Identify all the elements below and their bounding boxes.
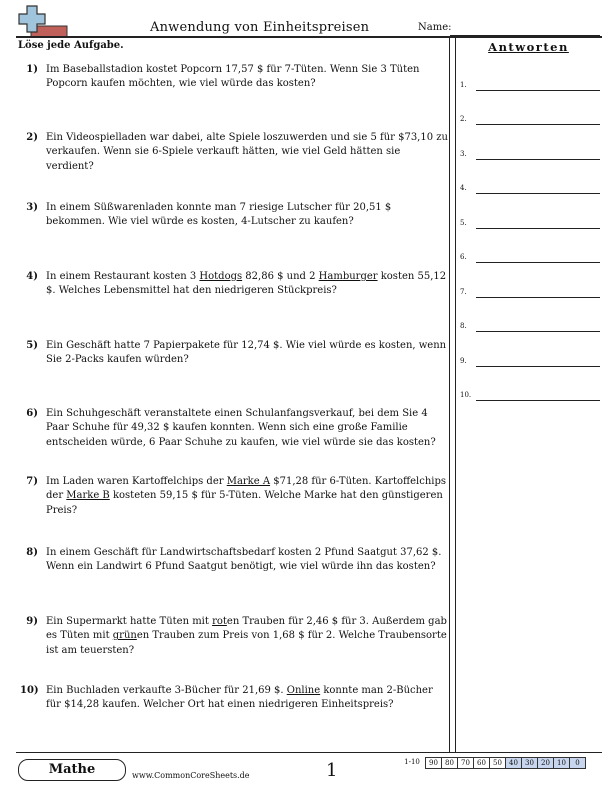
question-text: Im Laden waren Kartoffelchips der Marke A $71,28 für 6-Tüten. Kartoffelchips der Marke B kosteten 59,15 $ für 5-Tüten. Welche Marke hat den günstigeren Preis? [46,476,446,516]
score-cell: 30 [521,757,538,769]
answer-row [460,182,600,196]
answer-row [460,217,600,231]
question-text: Ein Buchladen verkaufte 3-Bücher für 21,69 $. Online konnte man 2-Bücher für $14,28 kaufen. Welcher Ort hat einen niedrigeren Einheitspreis? [46,685,433,711]
answer-row [460,320,600,334]
question-text: In einem Süßwarenladen konnte man 7 riesige Lutscher für 20,51 $ bekommen. Wie viel würde es kosten, 4-Lutscher zu kaufen? [46,202,392,228]
answer-row [460,251,600,265]
answer-row [460,389,600,403]
answer-row [460,113,600,127]
question-number: 9) [26,616,38,627]
answer-number: 5. [460,219,467,227]
answer-number: 8. [460,322,467,330]
header-divider [16,36,602,38]
answer-field[interactable] [476,159,600,160]
answer-number: 1. [460,81,467,89]
question-number: 1) [26,64,38,75]
answers-title: Antworten [488,40,569,54]
question-text: Ein Videospielladen war dabei, alte Spiele loszuwerden und sie 5 für $73,10 zu verkaufen. Wenn sie 6-Spiele verkauft hätten, wie viel Geld hätten sie verdient? [46,132,448,172]
score-cell: 50 [489,757,506,769]
answer-number: 4. [460,184,467,192]
question-number: 2) [26,132,38,143]
score-cell: 60 [473,757,490,769]
plus-logo-icon [17,4,69,38]
question-number: 8) [26,547,38,558]
score-cell: 10 [553,757,570,769]
answer-row [460,286,600,300]
question-text: In einem Geschäft für Landwirtschaftsbedarf kosten 2 Pfund Saatgut 37,62 $. Wenn ein Landwirt 6 Pfund Saatgut benötigt, wie viel würde ihn das kosten? [46,547,442,573]
question-text: Ein Geschäft hatte 7 Papierpakete für 12,74 $. Wie viel würde es kosten, wenn Sie 2-Packs kaufen würden? [46,340,447,366]
answer-field[interactable] [476,400,600,401]
score-cell: 90 [425,757,442,769]
answer-number: 7. [460,288,467,296]
answer-field[interactable] [476,228,600,229]
question-number: 3) [26,202,38,213]
answer-field[interactable] [476,366,600,367]
page-number: 1 [326,760,338,781]
subject-badge: Mathe [18,759,126,781]
answer-row [460,355,600,369]
site-url: www.CommonCoreSheets.de [132,771,250,780]
column-divider [455,37,456,752]
score-cell: 0 [569,757,586,769]
answer-number: 2. [460,115,467,123]
score-label: 1-10 [404,758,420,766]
question-number: 4) [26,271,38,282]
question-number: 10) [20,685,39,696]
question-text: Ein Supermarkt hatte Tüten mit roten Trauben für 2,46 $ für 3. Außerdem gab es Tüten mit grünen Trauben zum Preis von 1,68 $ für 2. Welche Traubensorte ist am teuersten? [46,616,447,656]
answer-number: 6. [460,253,467,261]
instructions: Löse jede Aufgabe. [18,40,124,51]
score-cell: 40 [505,757,522,769]
answer-row [460,79,600,93]
answer-number: 10. [460,391,472,399]
answer-number: 3. [460,150,467,158]
footer-divider [16,752,602,753]
question-number: 7) [26,476,38,487]
answer-field[interactable] [476,297,600,298]
question-text: In einem Restaurant kosten 3 Hotdogs 82,86 $ und 2 Hamburger kosten 55,12 $. Welches Lebensmittel hat den niedrigeren Stückpreis? [46,271,447,297]
column-divider [449,37,450,752]
score-table [398,757,586,769]
question-number: 6) [26,408,38,419]
page-title: Anwendung von Einheitspreisen [150,20,370,35]
question-text: Im Baseballstadion kostet Popcorn 17,57 $ für 7-Tüten. Wenn Sie 3 Tüten Popcorn kaufen möchten, wie viel würde das kosten? [46,64,420,90]
answer-field[interactable] [476,90,600,91]
score-cell: 20 [537,757,554,769]
score-cell: 80 [441,757,458,769]
name-label: Name: [418,22,452,33]
question-text: Ein Schuhgeschäft veranstaltete einen Schulanfangsverkauf, bei dem Sie 4 Paar Schuhe für 49,32 $ kaufen konnten. Wenn sich eine große Familie entscheiden würde, 6 Paar Schuhe zu kaufen, wie viel würde sie das kosten? [46,408,436,448]
answer-field[interactable] [476,262,600,263]
answer-field[interactable] [476,331,600,332]
answer-field[interactable] [476,193,600,194]
answer-row [460,148,600,162]
answer-number: 9. [460,357,467,365]
score-cell: 70 [457,757,474,769]
answer-field[interactable] [476,124,600,125]
question-number: 5) [26,340,38,351]
